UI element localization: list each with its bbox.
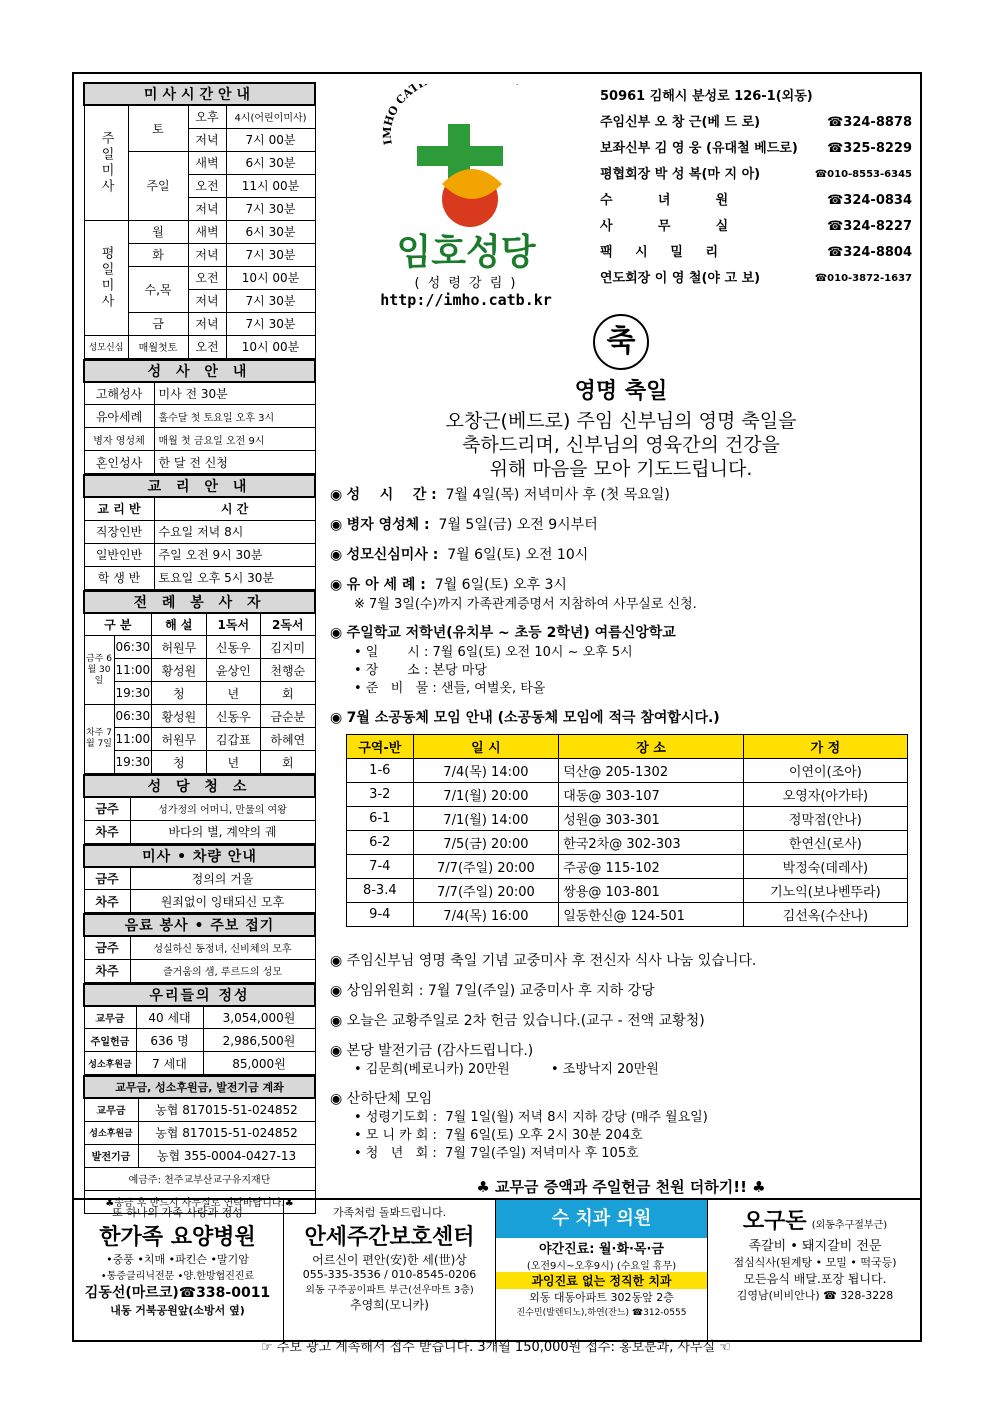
group-name: 즐거움의 샘, 루르드의 성모 [130, 959, 315, 982]
sacrament-info: 미사 전 30분 [154, 382, 315, 405]
ad-text: 야간진료: 월·화·목·금 [538, 1242, 664, 1257]
cell: 6-1 [347, 807, 414, 831]
ad-text: (오전9시~오후9시) (수요일 휴무) [526, 1261, 677, 1272]
sunday-mass-label: 주일미사 [84, 105, 128, 220]
col-head: 시 간 [154, 497, 315, 520]
ad-text: •중풍 •치매 •파킨슨 •말기암 [106, 1253, 249, 1266]
feast-message: 위해 마음을 모아 기도드립니다. [489, 458, 753, 480]
left-column [83, 82, 316, 1214]
server-name: 천행순 [261, 659, 315, 682]
ad-text: (외동추구절부근) [811, 1220, 888, 1231]
cell: 3-2 [347, 783, 414, 807]
server-name: 황성원 [152, 659, 206, 682]
cell: 한국2차@ 302-303 [559, 831, 744, 855]
day-sun: 주일 [128, 151, 188, 220]
cell: 1-6 [347, 759, 414, 783]
offering-count: 7 세대 [136, 1052, 203, 1075]
col-head: 1독서 [206, 613, 260, 636]
notice-label: 성모신심미사 : [346, 547, 439, 563]
sacrament-info: 홀수달 첫 토요일 오후 3시 [154, 405, 315, 428]
mass-time: 6시 30분 [226, 151, 315, 174]
accounts-table [83, 1075, 316, 1214]
server-name: 윤상인 [206, 659, 260, 682]
address: 50961 김해시 분성로 126-1(외동) [600, 89, 813, 104]
cell: 오영자(아가타) [743, 783, 907, 807]
contact-row [600, 266, 912, 292]
offering-amount: 85,000원 [203, 1052, 315, 1075]
notice-text: 7월 5일(금) 오전 9시부터 [438, 517, 598, 533]
class-name: 직장인반 [84, 520, 154, 543]
group-name: 원죄없이 잉태되신 모후 [130, 890, 315, 913]
cell: 7/4(목) 14:00 [413, 759, 559, 783]
ad-restaurant[interactable] [708, 1200, 922, 1344]
ad-text: 어르신이 편안(安)한 세(世)상 [312, 1253, 467, 1267]
offering-type: 주일헌금 [84, 1029, 136, 1052]
cell: 쌍용@ 103-801 [559, 879, 744, 903]
mass-time: 7시 30분 [226, 289, 315, 312]
notice-item: ◉ 상임위원회 : 7월 7일(주일) 교중미사 후 지하 강당 [330, 983, 655, 999]
ad-title: 오구돈 [742, 1209, 807, 1234]
notice-text: 상임위원회 : 7월 7일(주일) 교중미사 후 지하 강당 [346, 983, 655, 999]
mass-time: 10시 00분 [226, 335, 315, 358]
time-label: 오전 [188, 335, 226, 358]
cell: 7/1(월) 20:00 [413, 783, 559, 807]
ad-text: 점심식사(된계탕 • 모밀 • 떡국등) [733, 1256, 897, 1269]
ad-text: 김영남(비비안나) ☎ 328-3228 [736, 1289, 894, 1302]
ad-text: 055-335-3536 / 010-8545-0206 [302, 1268, 477, 1281]
offering-type: 교무금 [84, 1006, 136, 1029]
mass-time: 4시(어린이미사) [226, 105, 315, 128]
server-name: 청 [152, 751, 206, 774]
server-name: 회 [261, 682, 315, 705]
contact-row [600, 110, 912, 136]
server-name: 신동우 [206, 705, 260, 728]
account-number: 농협 817015-51-024852 [138, 1121, 315, 1144]
cell: 김선옥(수산나) [743, 903, 907, 927]
server-name: 하혜연 [261, 728, 315, 751]
ad-text: 김동선(마르코)☎338-0011 [84, 1285, 271, 1301]
feast-message: 축하드리며, 신부님의 영육간의 건강을 [462, 434, 780, 456]
notice-item: ◉ 성모신심미사 : 7월 6일(토) 오전 10시 [330, 547, 589, 563]
groups-table [346, 734, 908, 927]
server-name: 년 [206, 682, 260, 705]
notice-item: ◉ 유 아 세 례 : 7월 6일(토) 오후 3시 [330, 577, 567, 593]
notice-subtext: • 모 니 카 회 : 7월 6일(토) 오후 2시 30분 204호 [354, 1128, 643, 1143]
day-tue: 화 [128, 243, 188, 266]
contact-label: 보좌신부 김 영 웅 (유대철 베드로) [600, 141, 798, 156]
week-label: 차주 [84, 820, 130, 843]
feast-badge-icon: 축 [593, 314, 649, 370]
offering-title: 우리들의 정성 [84, 984, 315, 1006]
cell: 8-3.4 [347, 879, 414, 903]
week-label: 금주 6월 30일 [84, 636, 114, 705]
contact-phone: ☎010-3872-1637 [814, 273, 912, 284]
cell: 일동한신@ 124-501 [559, 903, 744, 927]
class-time: 수요일 저녁 8시 [154, 520, 315, 543]
contact-label: 수 녀 원 [600, 193, 729, 208]
church-logo [362, 84, 570, 309]
mass-slot: 19:30 [114, 682, 152, 705]
notice-item: ◉ 7월 소공동체 모임 안내 (소공동체 모임에 적극 참여합시다.) [330, 710, 720, 726]
sacrament-name: 고해성사 [84, 382, 154, 405]
cell: 기노익(보나벤뚜라) [743, 879, 907, 903]
group-name: 바다의 별, 계약의 궤 [130, 820, 315, 843]
col-head: 일 시 [413, 735, 559, 759]
contact-row [600, 240, 912, 266]
mass-table [83, 82, 316, 359]
class-name: 학 생 반 [84, 566, 154, 589]
cell: 이연이(조아) [743, 759, 907, 783]
sub-label: • 장 소 : [354, 663, 429, 678]
notice-text: 오늘은 교황주일로 2차 헌금 있습니다.(교구 - 전액 교황청) [346, 1013, 705, 1029]
accounts-title: 교무금, 성소후원금, 발전기금 계좌 [84, 1076, 315, 1098]
notice-item: ◉ 병자 영성체 : 7월 5일(금) 오전 9시부터 [330, 517, 598, 533]
slogan: ♣ 교무금 증액과 주일헌금 천원 더하기!! ♣ [476, 1178, 766, 1196]
mass-title: 미사시간안내 [84, 83, 315, 105]
ad-text: 내동 거북공원앞(소방서 옆) [110, 1304, 245, 1317]
col-head: 장 소 [559, 735, 744, 759]
notice-item: ◉ 주일학교 저학년(유치부 ~ 초등 2학년) 여름신앙학교 [330, 625, 676, 641]
sub-label: • 일 시 : [354, 645, 429, 660]
server-name: 청 [152, 682, 206, 705]
time-label: 오전 [188, 174, 226, 197]
mass-time: 10시 00분 [226, 266, 315, 289]
contact-row [600, 162, 912, 188]
cleaning-table [83, 774, 316, 844]
offering-type: 성소후원금 [84, 1052, 136, 1075]
sub-text: 본당 마당 [432, 663, 487, 678]
notice-label: 병자 영성체 : [346, 517, 430, 533]
table-row [347, 759, 908, 783]
server-name: 회 [261, 751, 315, 774]
ad-title: 수 치과 의원 [496, 1200, 707, 1238]
mass-slot: 06:30 [114, 705, 152, 728]
day-wed-thu: 수,목 [128, 266, 188, 312]
cell: 7/7(주일) 20:00 [413, 879, 559, 903]
feast-notice [326, 314, 916, 481]
time-label: 오전 [188, 266, 226, 289]
time-label: 저녁 [188, 312, 226, 335]
class-name: 일반인반 [84, 543, 154, 566]
time-label: 오후 [188, 105, 226, 128]
server-name: 황성원 [152, 705, 206, 728]
mass-time: 6시 30분 [226, 220, 315, 243]
time-label: 저녁 [188, 243, 226, 266]
time-label: 저녁 [188, 128, 226, 151]
address-line [600, 84, 912, 110]
sacrament-info: 한 달 전 신청 [154, 451, 315, 474]
ad-text: 추영희(모니카) [350, 1298, 429, 1312]
sacrament-name: 병자 영성체 [84, 428, 154, 451]
mass-slot: 19:30 [114, 751, 152, 774]
weekday-mass-label: 평일미사 [84, 220, 128, 335]
parking-table [83, 844, 316, 914]
notice-item: ◉ 산하단체 모임 [330, 1091, 433, 1107]
offering-count: 636 명 [136, 1029, 203, 1052]
cell: 한연신(로사) [743, 831, 907, 855]
account-number: 농협 817015-51-024852 [138, 1098, 315, 1121]
contact-label: 평협회장 박 성 복(마 지 아) [600, 167, 761, 182]
group-name: 성가정의 어머니, 만물의 여왕 [130, 797, 315, 820]
contact-label: 팩 시 밀 리 [600, 245, 719, 260]
class-time: 토요일 오후 5시 30분 [154, 566, 315, 589]
class-time: 주일 오전 9시 30분 [154, 543, 315, 566]
mass-slot: 06:30 [114, 636, 152, 659]
offering-table [83, 983, 316, 1076]
table-row [347, 879, 908, 903]
cell: 6-2 [347, 831, 414, 855]
church-url[interactable]: http://imho.catb.kr [380, 291, 552, 309]
ad-text: 외동 구주공이파트 부근(선우마트 3층) [305, 1285, 474, 1296]
notice-label: 유 아 세 례 : [346, 577, 426, 593]
cell: 박정숙(데레사) [743, 855, 907, 879]
mass-time: 7시 30분 [226, 243, 315, 266]
notice-subtext: • 김문희(베로니카) 20만원 • 조방낙지 20만원 [354, 1062, 659, 1077]
ad-hospital[interactable] [72, 1200, 284, 1344]
server-name: 김지미 [261, 636, 315, 659]
ads-bar [72, 1198, 922, 1342]
week-label: 금주 [84, 797, 130, 820]
time-label: 새벽 [188, 220, 226, 243]
week-label: 금주 [84, 867, 130, 890]
group-name: 성실하신 동정녀, 신비체의 모후 [130, 936, 315, 959]
notice-text: 본당 발전기금 (감사드립니다.) [346, 1043, 534, 1059]
contact-row [600, 188, 912, 214]
server-name: 신동우 [206, 636, 260, 659]
notice-subtext [354, 677, 545, 696]
ad-text: 가족처럼 돌봐드립니다. [332, 1206, 447, 1219]
contact-label: 연도회장 이 영 철(야 고 보) [600, 271, 761, 286]
sacrament-name: 혼인성사 [84, 451, 154, 474]
catechism-title: 교 리 안 내 [84, 475, 315, 497]
offering-amount: 3,054,000원 [203, 1006, 315, 1029]
server-name: 금순분 [261, 705, 315, 728]
notice-item: ◉ 주임신부님 영명 축일 기념 교중미사 후 전신자 식사 나눔 있습니다. [330, 953, 757, 969]
sacrament-name: 유아세례 [84, 405, 154, 428]
contact-label: 사 무 실 [600, 219, 729, 234]
cell: 대동@ 303-107 [559, 783, 744, 807]
notice-subtext: ※ 7월 3일(수)까지 가족관계증명서 지참하여 사무실로 신청. [354, 597, 697, 612]
cell: 성원@ 303-301 [559, 807, 744, 831]
notice-text: 7월 6일(토) 오후 3시 [434, 577, 567, 593]
col-head: 교 리 반 [84, 497, 154, 520]
notice-item: ◉ 오늘은 교황주일로 2차 헌금 있습니다.(교구 - 전액 교황청) [330, 1013, 705, 1029]
contact-list [600, 84, 912, 292]
contact-phone: ☎325-8229 [827, 141, 912, 156]
cleaning-title: 성 당 청 소 [84, 775, 315, 797]
week-label: 차주 [84, 890, 130, 913]
feast-message: 오창근(베드로) 주임 신부님의 영명 축일을 [445, 410, 797, 432]
offering-count: 40 세대 [136, 1006, 203, 1029]
account-holder: 예금주: 천주교부산교구유지재단 [84, 1167, 315, 1190]
table-row [347, 807, 908, 831]
col-head: 구역-반 [347, 735, 414, 759]
contact-row [600, 136, 912, 162]
ad-daycare[interactable] [284, 1200, 496, 1344]
liturgy-title: 전 례 봉 사 자 [84, 591, 315, 613]
day-first-sat: 매월첫토 [128, 335, 188, 358]
notice-text: 7월 4일(목) 저녁미사 후 (첫 목요일) [445, 487, 670, 503]
notice-label: 주일학교 저학년(유치부 ~ 초등 2학년) 여름신앙학교 [346, 625, 676, 641]
sacrament-table [83, 359, 316, 475]
mass-slot: 11:00 [114, 659, 152, 682]
cell: 7/7(주일) 20:00 [413, 855, 559, 879]
account-number: 농협 355-0004-0427-13 [138, 1144, 315, 1167]
server-name: 허원무 [152, 636, 206, 659]
account-type: 발전기금 [84, 1144, 138, 1167]
notice-item: ◉ 성 시 간 : 7월 4일(목) 저녁미사 후 (첫 목요일) [330, 487, 670, 503]
ad-text: 외동 대동아파트 302동앞 2층 [529, 1291, 674, 1304]
contact-phone: ☎324-8227 [827, 219, 912, 234]
notice-label: 7월 소공동체 모임 안내 (소공동체 모임에 적극 참여합시다.) [346, 710, 720, 726]
col-head: 구 분 [84, 613, 152, 636]
week-label: 금주 [84, 936, 130, 959]
marian-label: 성모신심 [84, 335, 128, 358]
day-mon: 월 [128, 220, 188, 243]
contact-phone: ☎324-8878 [827, 115, 912, 130]
mass-time: 7시 30분 [226, 312, 315, 335]
account-note: ♣송금 후 반드시 사무실로 연락바랍니다.♣ [84, 1190, 315, 1213]
contact-row [600, 214, 912, 240]
catechism-table [83, 474, 316, 590]
mass-time: 7시 30분 [226, 197, 315, 220]
church-emblem-icon [362, 84, 570, 234]
cell: 정막점(안나) [743, 807, 907, 831]
account-type: 성소후원금 [84, 1121, 138, 1144]
server-name: 허원무 [152, 728, 206, 751]
sub-label: • 준 비 물 : [354, 681, 437, 696]
time-label: 저녁 [188, 289, 226, 312]
church-name: 임호성당 [396, 232, 536, 273]
parking-title: 미사 • 차량 안내 [84, 845, 315, 867]
ad-text: 족갈비 • 돼지갈비 전문 [748, 1239, 882, 1254]
ad-dental[interactable] [496, 1200, 708, 1344]
cell: 7-4 [347, 855, 414, 879]
ad-text: 진수민(발렌티노),하연(잔느) ☎312-0555 [516, 1308, 687, 1318]
day-sat: 토 [128, 105, 188, 151]
mass-time: 7시 00분 [226, 128, 315, 151]
server-name: 김갑표 [206, 728, 260, 751]
ad-title: 한가족 요양병원 [99, 1225, 256, 1250]
table-row [347, 903, 908, 927]
cell: 7/4(목) 16:00 [413, 903, 559, 927]
sub-text: 7월 6일(토) 오전 10시 ~ 오후 5시 [432, 645, 633, 660]
col-head: 가 정 [743, 735, 907, 759]
church-latin-name: IMHO CAT [380, 84, 422, 146]
notice-text: 산하단체 모임 [346, 1091, 433, 1107]
contact-phone: ☎010-8553-6345 [814, 169, 912, 180]
cell: 7/1(월) 14:00 [413, 807, 559, 831]
liturgy-table [83, 590, 316, 775]
drinks-title: 음료 봉사 • 주보 접기 [84, 914, 315, 936]
feast-title: 영명 축일 [574, 379, 668, 404]
sub-text: 샌들, 여벌옷, 타올 [440, 681, 546, 696]
notice-subtext [354, 659, 487, 678]
cell: 주공@ 115-102 [559, 855, 744, 879]
account-type: 교무금 [84, 1098, 138, 1121]
offering-amount: 2,986,500원 [203, 1029, 315, 1052]
server-name: 년 [206, 751, 260, 774]
sacrament-info: 매월 첫 금요일 오전 9시 [154, 428, 315, 451]
col-head: 해 설 [152, 613, 206, 636]
time-label: 저녁 [188, 197, 226, 220]
cell: 7/5(금) 20:00 [413, 831, 559, 855]
col-head: 2독서 [261, 613, 315, 636]
day-fri: 금 [128, 312, 188, 335]
cell: 덕산@ 205-1302 [559, 759, 744, 783]
group-name: 정의의 거울 [130, 867, 315, 890]
footer-notice: ☞ 주보 광고 계속해서 접수 받습니다. 3개월 150,000원 접수: 홍보분과, 사무실 ☜ [261, 1340, 731, 1355]
table-row [347, 855, 908, 879]
time-label: 새벽 [188, 151, 226, 174]
notice-text: 7월 6일(토) 오전 10시 [447, 547, 589, 563]
notice-subtext: • 청 년 회 : 7월 7일(주일) 저녁미사 후 105호 [354, 1146, 639, 1161]
ad-text: 모든음식 배달.포장 됩니다. [743, 1272, 887, 1286]
table-row [347, 831, 908, 855]
week-label: 차주 7월 7일 [84, 705, 114, 774]
ad-text: •통증클리닉전문 •양.한방협진진료 [100, 1271, 255, 1282]
sacrament-title: 성 사 안 내 [84, 360, 315, 382]
notice-subtext: • 성령기도회 : 7월 1일(월) 저녁 8시 지하 강당 (매주 월요일) [354, 1110, 708, 1125]
drinks-table [83, 913, 316, 983]
notice-item: ◉ 본당 발전기금 (감사드립니다.) [330, 1043, 534, 1059]
ad-title: 안세주간보호센터 [304, 1225, 475, 1250]
notice-text: 주임신부님 영명 축일 기념 교중미사 후 전신자 식사 나눔 있습니다. [346, 953, 757, 969]
ad-text: 또 하나의 가족 사랑과 정성 [112, 1206, 243, 1219]
contact-phone: ☎324-8804 [827, 245, 912, 260]
contact-label: 주임신부 오 창 근(베 드 로) [600, 115, 761, 130]
notice-label: 성 시 간 : [346, 487, 437, 503]
table-row [347, 783, 908, 807]
week-label: 차주 [84, 959, 130, 982]
cell: 9-4 [347, 903, 414, 927]
ad-text: 과잉진료 없는 정직한 치과 [496, 1272, 707, 1289]
mass-time: 11시 00분 [226, 174, 315, 197]
church-subtitle: ( 성 령 강 림 ) [414, 276, 518, 291]
mass-slot: 11:00 [114, 728, 152, 751]
contact-phone: ☎324-0834 [827, 193, 912, 208]
notice-subtext [354, 641, 633, 660]
